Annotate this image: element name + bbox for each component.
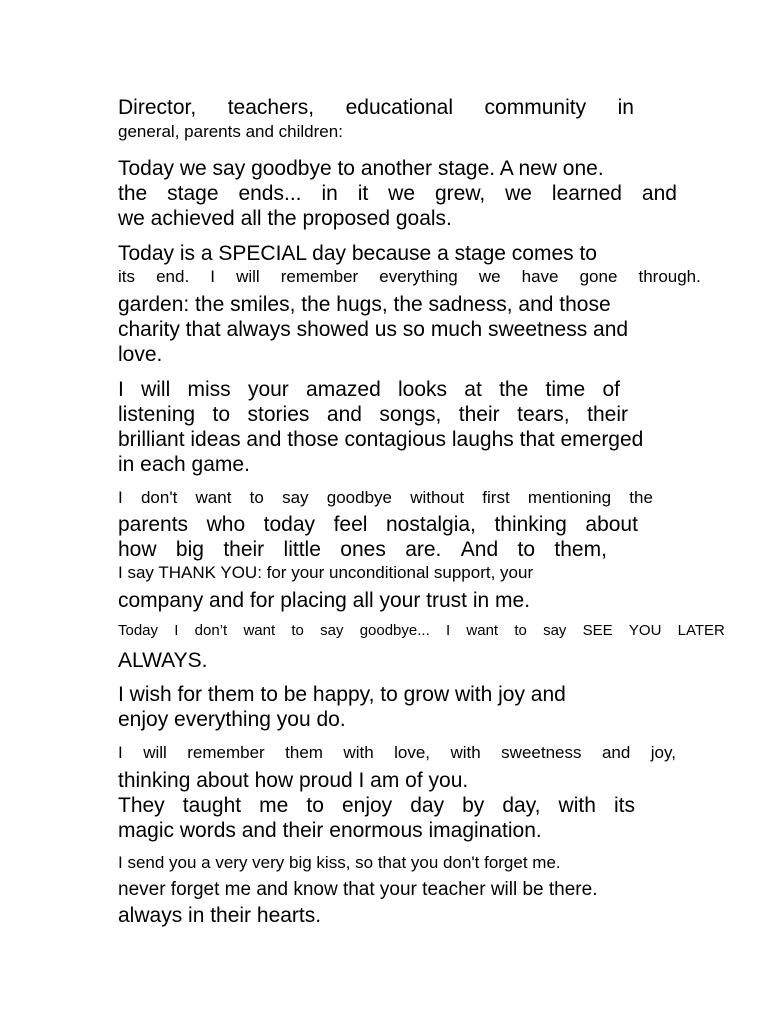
text-word: I [445, 622, 451, 639]
text-line [118, 795, 635, 816]
text-word: miss [187, 378, 231, 401]
text-line: magic words and their enormous imagination. [118, 819, 542, 842]
text-word: And [460, 538, 499, 561]
text-word: at [464, 378, 482, 401]
text-word: day [410, 794, 445, 817]
text-word: to [306, 794, 324, 817]
text-word: the [629, 488, 653, 507]
text-word: to [291, 622, 304, 639]
text-word: enjoy [341, 794, 393, 817]
text-word: who [206, 513, 246, 536]
text-word: their [587, 403, 628, 426]
text-word: love, [394, 743, 431, 762]
text-line: company and for placing all your trust in me. [118, 589, 531, 612]
text-line: I say THANK YOU: for your unconditional support, your [118, 563, 534, 582]
text-word: I [118, 743, 123, 762]
text-word: Today [118, 622, 159, 639]
text-word: day, [502, 794, 541, 817]
text-word: I [174, 622, 179, 639]
text-word: want [195, 488, 232, 507]
text-line [118, 489, 653, 506]
text-word: gone [579, 267, 618, 286]
text-line: general, parents and children: [118, 122, 343, 141]
text-word: will [143, 743, 167, 762]
text-word: goodbye... [359, 622, 430, 639]
text-word: thinking [494, 513, 567, 536]
text-word: their [223, 538, 265, 561]
text-word: today [263, 513, 316, 536]
text-word: say [320, 622, 344, 639]
text-word: want [243, 622, 276, 639]
text-word: YOU [628, 622, 662, 639]
text-word: grew, [434, 182, 486, 205]
text-word: everything [379, 267, 458, 286]
text-word: big [175, 538, 204, 561]
text-line: I wish for them to be happy, to grow with joy and [118, 683, 566, 706]
text-word: time [545, 378, 586, 401]
text-word: say [282, 488, 309, 507]
text-word: stories [247, 403, 310, 426]
text-word: and [326, 403, 362, 426]
text-line [118, 97, 634, 118]
text-line [118, 404, 628, 425]
text-word: and [641, 182, 677, 205]
text-word: amazed [306, 378, 381, 401]
text-line [118, 539, 607, 560]
text-word: their [458, 403, 500, 426]
text-line: brilliant ideas and those contagious laughs that emerged [118, 428, 644, 451]
text-word: its [613, 794, 635, 817]
text-word: without [410, 488, 465, 507]
text-word: with [450, 743, 481, 762]
text-word: don’t [194, 622, 228, 639]
text-line: never forget me and know that your teacher will be there. [118, 879, 598, 900]
text-word: taught [182, 794, 242, 817]
text-line [118, 744, 676, 761]
text-word: I [118, 488, 123, 507]
text-word: are. [405, 538, 442, 561]
text-line: ALWAYS. [118, 649, 208, 672]
text-word: to [249, 488, 264, 507]
text-word: I [118, 378, 124, 401]
text-line [118, 514, 638, 535]
text-word: to [514, 622, 527, 639]
text-word: how [118, 538, 157, 561]
text-word: community [484, 96, 587, 119]
text-word: ones [340, 538, 386, 561]
text-word: end. [156, 267, 190, 286]
text-word: SEE [582, 622, 613, 639]
text-word: ends... [238, 182, 302, 205]
text-word: Director, [118, 96, 197, 119]
text-word: we [388, 182, 416, 205]
text-word: your [247, 378, 289, 401]
text-word: remember [187, 743, 265, 762]
text-word: first [482, 488, 510, 507]
text-word: will [236, 267, 260, 286]
text-word: me [259, 794, 289, 817]
text-word: about [585, 513, 638, 536]
text-line [118, 623, 725, 638]
text-word: LATER [677, 622, 725, 639]
text-word: I [210, 267, 215, 286]
text-word: They [118, 794, 165, 817]
text-word: of [602, 378, 620, 401]
text-line [118, 268, 701, 285]
text-word: through. [638, 267, 701, 286]
text-word: with [343, 743, 374, 762]
text-word: them, [554, 538, 607, 561]
text-word: and [601, 743, 631, 762]
text-word: will [141, 378, 171, 401]
text-line: always in their hearts. [118, 904, 322, 927]
text-word: nostalgia, [386, 513, 476, 536]
text-word: little [283, 538, 321, 561]
text-word: by [462, 794, 485, 817]
text-line: charity that always showed us so much sweetness and [118, 318, 629, 341]
text-word: its [118, 267, 135, 286]
text-word: looks [398, 378, 448, 401]
text-word: them [285, 743, 323, 762]
text-word: stage [167, 182, 219, 205]
text-word: the [499, 378, 529, 401]
text-line: we achieved all the proposed goals. [118, 207, 452, 230]
text-line [118, 379, 620, 400]
text-word: mentioning [527, 488, 612, 507]
text-word: want [466, 622, 499, 639]
text-word: learned [551, 182, 622, 205]
text-word: songs, [379, 403, 442, 426]
text-word: to [517, 538, 536, 561]
text-word: we [478, 267, 501, 286]
text-word: parents [118, 513, 189, 536]
text-line: in each game. [118, 453, 250, 476]
text-line: Today we say goodbye to another stage. A new one. [118, 157, 604, 180]
text-word: in [617, 96, 634, 119]
text-word: don't [140, 488, 178, 507]
text-word: feel [333, 513, 368, 536]
text-word: we [505, 182, 532, 205]
text-word: to [212, 403, 231, 426]
text-word: sweetness [501, 743, 582, 762]
text-word: educational [345, 96, 454, 119]
text-word: say [543, 622, 567, 639]
text-line: garden: the smiles, the hugs, the sadness, and those [118, 293, 611, 316]
text-word: teachers, [227, 96, 315, 119]
text-word: in [321, 182, 338, 205]
text-line: love. [118, 343, 163, 366]
text-word: with [558, 794, 596, 817]
text-line [118, 183, 677, 204]
text-word: listening [118, 403, 196, 426]
text-word: the [118, 182, 148, 205]
text-word: it [357, 182, 369, 205]
text-word: goodbye [326, 488, 392, 507]
text-line: Today is a SPECIAL day because a stage comes to [118, 242, 597, 265]
text-word: tears, [517, 403, 570, 426]
text-line: I send you a very very big kiss, so that you don't forget me. [118, 853, 561, 872]
text-word: joy, [650, 743, 676, 762]
text-word: have [521, 267, 559, 286]
text-line: enjoy everything you do. [118, 708, 346, 731]
text-line: thinking about how proud I am of you. [118, 769, 469, 792]
text-word: remember [280, 267, 359, 286]
